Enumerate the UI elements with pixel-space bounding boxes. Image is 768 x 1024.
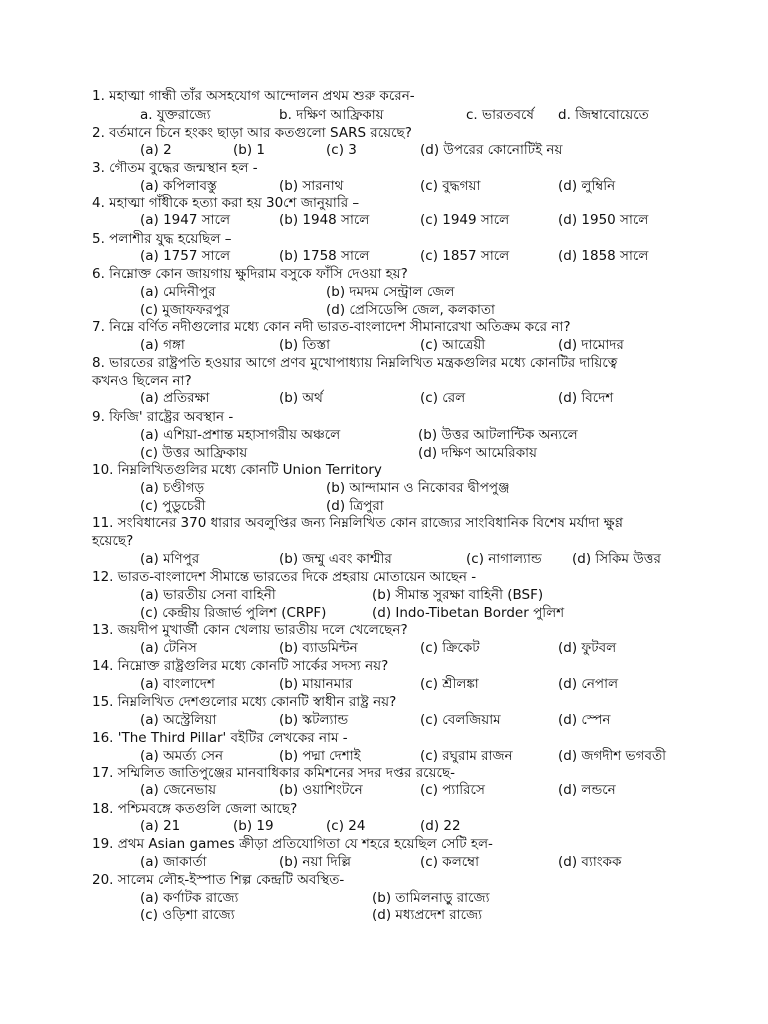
question-2-option-d: (d) উপরের কোনোটিই নয় bbox=[420, 142, 563, 158]
question-15-option-c: (c) বেলজিয়াম bbox=[420, 712, 501, 728]
question-20-option-b: (b) তামিলনাড়ু রাজ্যে bbox=[372, 890, 490, 906]
question-16-option-b: (b) পদ্মা দেশাই bbox=[279, 748, 361, 764]
question-15-text: 15. নিম্নলিখিত দেশগুলোর মধ্যে কোনটি স্বাধীন রাষ্ট্র নয়? bbox=[92, 694, 397, 710]
question-17-option-d: (d) লন্ডনে bbox=[558, 782, 616, 798]
question-4-option-c: (c) 1949 সালে bbox=[420, 212, 510, 228]
question-12-option-a: (a) ভারতীয় সেনা বাহিনী bbox=[140, 587, 276, 603]
question-10-option-a: (a) চণ্ডীগড় bbox=[140, 480, 205, 496]
question-14-option-c: (c) শ্রীলঙ্কা bbox=[420, 676, 479, 692]
question-9-text: 9. ফিজি' রাষ্ট্রের অবস্থান - bbox=[92, 409, 234, 425]
question-20-option-c: (c) ওড়িশা রাজ্যে bbox=[140, 907, 235, 923]
question-6-text: 6. নিম্নোক্ত কোন জায়গায় ক্ষুদিরাম বসুকে ফাঁসি দেওয়া হয়? bbox=[92, 266, 408, 282]
question-9-option-d: (d) দক্ষিণ আমেরিকায় bbox=[418, 445, 538, 461]
question-11-option-a: (a) মণিপুর bbox=[140, 551, 200, 567]
question-20-option-d: (d) মধ্যপ্রদেশ রাজ্যে bbox=[372, 907, 483, 923]
question-3-text: 3. গৌতম বুদ্ধের জন্মস্থান হল - bbox=[92, 160, 258, 176]
question-10-option-b: (b) আন্দামান ও নিকোবর দ্বীপপুঞ্জ bbox=[326, 480, 510, 496]
question-8-option-c: (c) রেল bbox=[420, 390, 466, 406]
question-10-text: 10. নিম্নলিখিতগুলির মধ্যে কোনটি Union Territory bbox=[92, 462, 382, 478]
question-2-option-b: (b) 1 bbox=[233, 142, 265, 158]
question-5-option-b: (b) 1758 সালে bbox=[279, 248, 370, 264]
question-4-option-b: (b) 1948 সালে bbox=[279, 212, 370, 228]
question-3-option-c: (c) বুদ্ধগয়া bbox=[420, 178, 481, 194]
question-7-option-b: (b) তিস্তা bbox=[279, 337, 331, 353]
question-7-text: 7. নিম্নে বর্ণিত নদীগুলোর মধ্যে কোন নদী ভারত-বাংলাদেশ সীমানারেখা অতিক্রম করে না? bbox=[92, 319, 571, 335]
question-3-option-b: (b) সারনাথ bbox=[279, 178, 344, 194]
question-5-option-d: (d) 1858 সালে bbox=[558, 248, 649, 264]
question-8-option-d: (d) বিদেশ bbox=[558, 390, 614, 406]
question-3-option-a: (a) কপিলাবস্তু bbox=[140, 178, 217, 194]
question-7-option-a: (a) গঙ্গা bbox=[140, 337, 185, 353]
question-14-option-d: (d) নেপাল bbox=[558, 676, 619, 692]
question-8-option-a: (a) প্রতিরক্ষা bbox=[140, 390, 210, 406]
question-7-option-c: (c) আত্রেয়ী bbox=[420, 337, 486, 353]
question-1-text: 1. মহাত্মা গান্ধী তাঁর অসহযোগ আন্দোলন প্রথম শুরু করেন- bbox=[92, 88, 415, 104]
question-20-option-a: (a) কর্ণাটক রাজ্যে bbox=[140, 890, 239, 906]
question-18-option-a: (a) 21 bbox=[140, 818, 181, 834]
question-8-option-b: (b) অর্থ bbox=[279, 390, 323, 406]
question-6-option-a: (a) মেদিনীপুর bbox=[140, 284, 216, 300]
question-17-text: 17. সম্মিলিত জাতিপুঞ্জের মানবাধিকার কমিশনের সদর দপ্তর রয়েছে- bbox=[92, 765, 456, 781]
question-1-option-b: b. দক্ষিণ আফ্রিকায় bbox=[279, 107, 384, 123]
question-19-option-c: (c) কলম্বো bbox=[420, 854, 480, 870]
question-12-option-b: (b) সীমান্ত সুরক্ষা বাহিনী (BSF) bbox=[372, 587, 544, 603]
question-10-option-c: (c) পুডুচেরী bbox=[140, 498, 206, 514]
question-14-option-a: (a) বাংলাদেশ bbox=[140, 676, 215, 692]
question-13-option-c: (c) ক্রিকেট bbox=[420, 640, 480, 656]
question-14-option-b: (b) মায়ানমার bbox=[279, 676, 353, 692]
question-9-option-b: (b) উত্তর আটলান্টিক অন্যলে bbox=[418, 427, 578, 443]
question-10-option-d: (d) ত্রিপুরা bbox=[326, 498, 384, 514]
question-8-text-line2: কখনও ছিলেন না? bbox=[92, 373, 192, 389]
question-2-option-c: (c) 3 bbox=[326, 142, 357, 158]
question-1-option-d: d. জিম্বাবোয়েতে bbox=[558, 107, 649, 123]
question-16-text: 16. 'The Third Pillar' বইটির লেখকের নাম - bbox=[92, 730, 348, 746]
question-11-text-line2: হয়েছে? bbox=[92, 533, 134, 549]
question-13-option-d: (d) ফুটবল bbox=[558, 640, 617, 656]
question-20-text: 20. সালেম লৌহ-ইস্পাত শিল্প কেন্দ্রটি অবস্থিত- bbox=[92, 872, 345, 888]
question-19-option-d: (d) ব্যাংকক bbox=[558, 854, 622, 870]
question-1-option-c: c. ভারতবর্ষে bbox=[466, 107, 534, 123]
question-11-text: 11. সংবিধানের 370 ধারার অবলুপ্তির জন্য নিম্নলিখিত কোন রাজ্যের সাংবিধানিক বিশেষ মর্যাদা ক্ষুণ্ণ bbox=[92, 515, 623, 531]
question-14-text: 14. নিম্নোক্ত রাষ্ট্রগুলির মধ্যে কোনটি সার্কের সদস্য নয়? bbox=[92, 658, 389, 674]
question-19-option-b: (b) নয়া দিল্লি bbox=[279, 854, 352, 870]
question-2-text: 2. বর্তমানে চিনে হংকং ছাড়া আর কতগুলো SARS রয়েছে? bbox=[92, 125, 412, 141]
question-12-option-d: (d) Indo-Tibetan Border পুলিশ bbox=[372, 605, 565, 621]
question-18-option-b: (b) 19 bbox=[233, 818, 274, 834]
question-5-option-a: (a) 1757 সালে bbox=[140, 248, 231, 264]
question-5-option-c: (c) 1857 সালে bbox=[420, 248, 510, 264]
question-7-option-d: (d) দামোদর bbox=[558, 337, 624, 353]
question-15-option-b: (b) স্কটল্যান্ড bbox=[279, 712, 349, 728]
question-12-text: 12. ভারত-বাংলাদেশ সীমান্তে ভারতের দিকে প্রহরায় মোতায়েন আছেন - bbox=[92, 569, 477, 585]
question-2-option-a: (a) 2 bbox=[140, 142, 172, 158]
question-5-text: 5. পলাশীর যুদ্ধ হয়েছিল – bbox=[92, 231, 232, 247]
question-8-text: 8. ভারতের রাষ্ট্রপতি হওয়ার আগে প্রণব মুখোপাধ্যায় নিম্নলিখিত মন্ত্রকগুলির মধ্যে কোনটির দায়িত্বে bbox=[92, 355, 618, 371]
question-19-option-a: (a) জাকার্তা bbox=[140, 854, 207, 870]
question-4-option-d: (d) 1950 সালে bbox=[558, 212, 649, 228]
question-16-option-a: (a) অমর্ত্য সেন bbox=[140, 748, 224, 764]
question-15-option-a: (a) অস্ট্রেলিয়া bbox=[140, 712, 217, 728]
question-1-option-a: a. যুক্তরাজ্যে bbox=[140, 107, 211, 123]
question-18-option-c: (c) 24 bbox=[326, 818, 366, 834]
question-6-option-b: (b) দমদম সেন্ট্রাল জেল bbox=[326, 284, 455, 300]
question-9-option-a: (a) এশিয়া-প্রশান্ত মহাসাগরীয় অঞ্চলে bbox=[140, 427, 341, 443]
question-16-option-c: (c) রঘুরাম রাজন bbox=[420, 748, 513, 764]
question-17-option-a: (a) জেনেভায় bbox=[140, 782, 217, 798]
question-11-option-b: (b) জম্মু এবং কাশ্মীর bbox=[279, 551, 392, 567]
question-12-option-c: (c) কেন্দ্রীয় রিজার্ভ পুলিশ (CRPF) bbox=[140, 605, 327, 621]
question-16-option-d: (d) জগদীশ ভগবতী bbox=[558, 748, 666, 764]
question-18-text: 18. পশ্চিমবঙ্গে কতগুলি জেলা আছে? bbox=[92, 801, 298, 817]
question-19-text: 19. প্রথম Asian games ক্রীড়া প্রতিযোগিতা যে শহরে হয়েছিল সেটি হল- bbox=[92, 836, 493, 852]
question-11-option-d: (d) সিকিম উত্তর bbox=[572, 551, 661, 567]
question-18-option-d: (d) 22 bbox=[420, 818, 461, 834]
question-17-option-c: (c) প্যারিসে bbox=[420, 782, 485, 798]
question-15-option-d: (d) স্পেন bbox=[558, 712, 611, 728]
question-9-option-c: (c) উত্তর আফ্রিকায় bbox=[140, 445, 248, 461]
question-13-text: 13. জয়দীপ মুখার্জী কোন খেলায় ভারতীয় দলে খেলেছেন? bbox=[92, 622, 408, 638]
question-4-text: 4. মহাত্মা গাঁধীকে হত্যা করা হয় 30শে জানুয়ারি – bbox=[92, 195, 360, 211]
question-17-option-b: (b) ওয়াশিংটনে bbox=[279, 782, 363, 798]
question-6-option-d: (d) প্রেসিডেন্সি জেল, কলকাতা bbox=[326, 302, 495, 318]
question-13-option-a: (a) টেনিস bbox=[140, 640, 197, 656]
question-11-option-c: (c) নাগাল্যান্ড bbox=[466, 551, 542, 567]
question-4-option-a: (a) 1947 সালে bbox=[140, 212, 231, 228]
question-6-option-c: (c) মুজাফফরপুর bbox=[140, 302, 230, 318]
question-3-option-d: (d) লুম্বিনি bbox=[558, 178, 616, 194]
question-13-option-b: (b) ব্যাডমিন্টন bbox=[279, 640, 358, 656]
